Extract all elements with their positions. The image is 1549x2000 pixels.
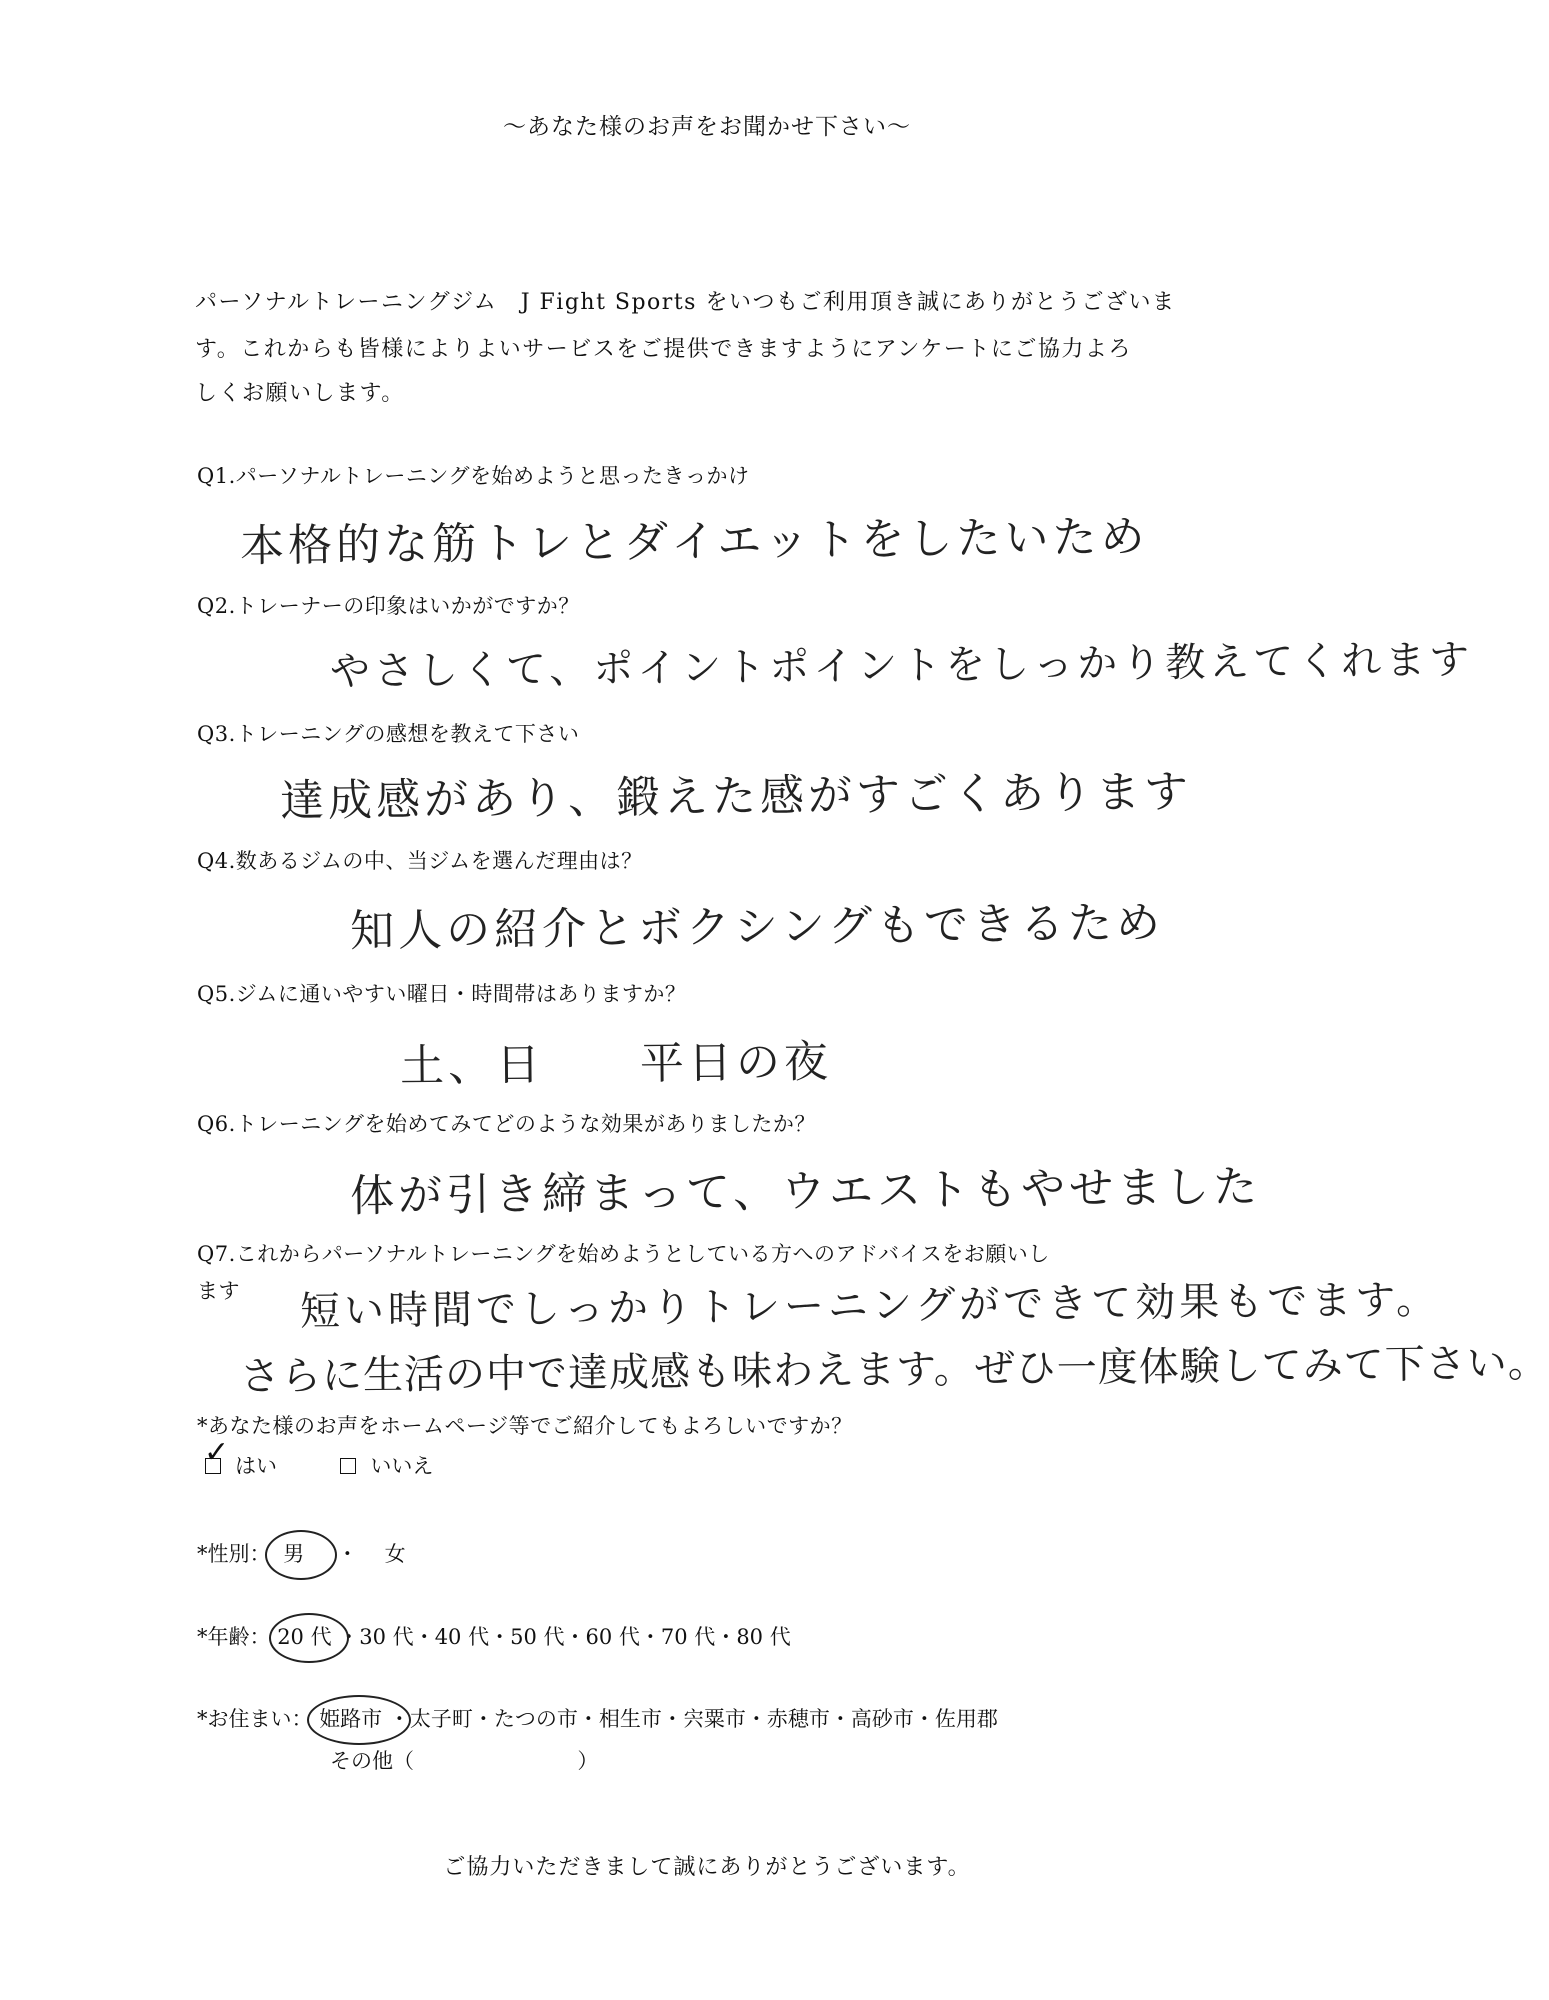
- consent-no-label: いいえ: [370, 1454, 434, 1478]
- residence-option-aioi[interactable]: 相生市: [598, 1707, 662, 1731]
- question-2: Q2.トレーナーの印象はいかがですか？: [197, 594, 580, 618]
- survey-title: ～あなた様のお声をお聞かせ下さい～: [503, 114, 911, 140]
- question-4: Q4.数あるジムの中、当ジムを選んだ理由は？: [197, 849, 643, 873]
- residence-other-row: その他（ ）: [330, 1749, 599, 1773]
- gender-option-female[interactable]: 女: [384, 1542, 406, 1566]
- gender-label: *性別: [197, 1542, 250, 1566]
- residence-option-himeji[interactable]: 姫路市: [319, 1707, 389, 1731]
- intro-line-3: しくお願いします。: [195, 381, 405, 406]
- residence-other-label: その他（: [330, 1749, 414, 1773]
- age-option-60[interactable]: 60 代: [585, 1625, 640, 1649]
- consent-yes-label: はい: [235, 1454, 277, 1478]
- question-5: Q5.ジムに通いやすい曜日・時間帯はありますか？: [197, 982, 687, 1006]
- age-label: *年齢: [197, 1625, 250, 1649]
- age-option-50[interactable]: 50 代: [510, 1625, 565, 1649]
- consent-no-checkbox[interactable]: [340, 1458, 356, 1474]
- question-6: Q6.トレーニングを始めてみてどのような効果がありましたか？: [197, 1112, 816, 1136]
- answer-3: 達成感があり、鍛えた感がすごくあります: [279, 766, 1193, 827]
- age-option-20[interactable]: 20 代: [277, 1625, 338, 1649]
- residence-option-shiso[interactable]: 宍粟市: [682, 1707, 746, 1731]
- age-option-70[interactable]: 70 代: [660, 1625, 716, 1649]
- consent-yes-checkbox[interactable]: [204, 1435, 230, 1474]
- answer-7-line-2: さらに生活の中で達成感も味わえます。ぜひ一度体験してみて下さい。: [239, 1340, 1549, 1400]
- age-row: *年齢： 20 代 ・30 代・40 代・50 代・60 代・70 代・80 代: [197, 1621, 791, 1651]
- residence-option-tatsuno[interactable]: たつの市: [493, 1707, 578, 1731]
- residence-row: *お住まい： 姫路市 ・太子町・たつの市・相生市・宍粟市・赤穂市・高砂市・佐用郡: [197, 1703, 998, 1733]
- selection-circle-icon: [265, 1530, 337, 1580]
- age-option-80[interactable]: 80 代: [736, 1625, 791, 1649]
- question-1: Q1.パーソナルトレーニングを始めようと思ったきっかけ: [197, 464, 750, 488]
- answer-4: 知人の紹介とボクシングもできるため: [349, 897, 1165, 957]
- answer-1: 本格的な筋トレとダイエットをしたいため: [239, 511, 1149, 572]
- gender-row: *性別： 男 ・ 女: [197, 1538, 406, 1568]
- selection-circle-icon: [307, 1695, 411, 1745]
- age-option-40[interactable]: 40 代: [434, 1625, 490, 1649]
- residence-label: *お住まい: [197, 1707, 292, 1731]
- answer-5: 土、日 平日の夜: [399, 1036, 833, 1092]
- gender-option-male[interactable]: 男: [277, 1542, 317, 1566]
- answer-7-line-1: 短い時間でしっかりトレーニングができて効果もでます。: [299, 1277, 1441, 1335]
- answer-2: やさしくて、ポイントポイントをしっかり教えてくれます: [329, 637, 1474, 695]
- question-3: Q3.トレーニングの感想を教えて下さい: [197, 722, 580, 746]
- age-option-30[interactable]: 30 代: [359, 1625, 414, 1649]
- question-7-line-2: ます: [197, 1279, 240, 1303]
- check-mark-icon: ✓: [204, 1435, 230, 1470]
- question-7-line-1: Q7.これからパーソナルトレーニングを始めようとしている方へのアドバイスをお願いし: [197, 1242, 1050, 1266]
- thank-you-footer: ご協力いただきまして誠にありがとうございます。: [443, 1855, 971, 1880]
- residence-option-taishi[interactable]: 太子町: [409, 1707, 473, 1731]
- intro-line-1: パーソナルトレーニングジム J Fight Sports をいつもご利用頂き誠にありがとうございま: [195, 290, 1176, 315]
- residence-option-ako[interactable]: 赤穂市: [766, 1707, 830, 1731]
- selection-circle-icon: [269, 1613, 349, 1663]
- intro-line-2: す。これからも皆様によりよいサービスをご提供できますようにアンケートにご協力よろ: [195, 337, 1132, 362]
- consent-options: [204, 1435, 434, 1480]
- answer-6: 体が引き締まって、ウエストもやせました: [349, 1161, 1262, 1222]
- residence-option-takasago[interactable]: 高砂市: [850, 1707, 914, 1731]
- consent-question: *あなた様のお声をホームページ等でご紹介してもよろしいですか？: [197, 1414, 853, 1438]
- residence-option-sayo[interactable]: 佐用郡: [934, 1707, 998, 1731]
